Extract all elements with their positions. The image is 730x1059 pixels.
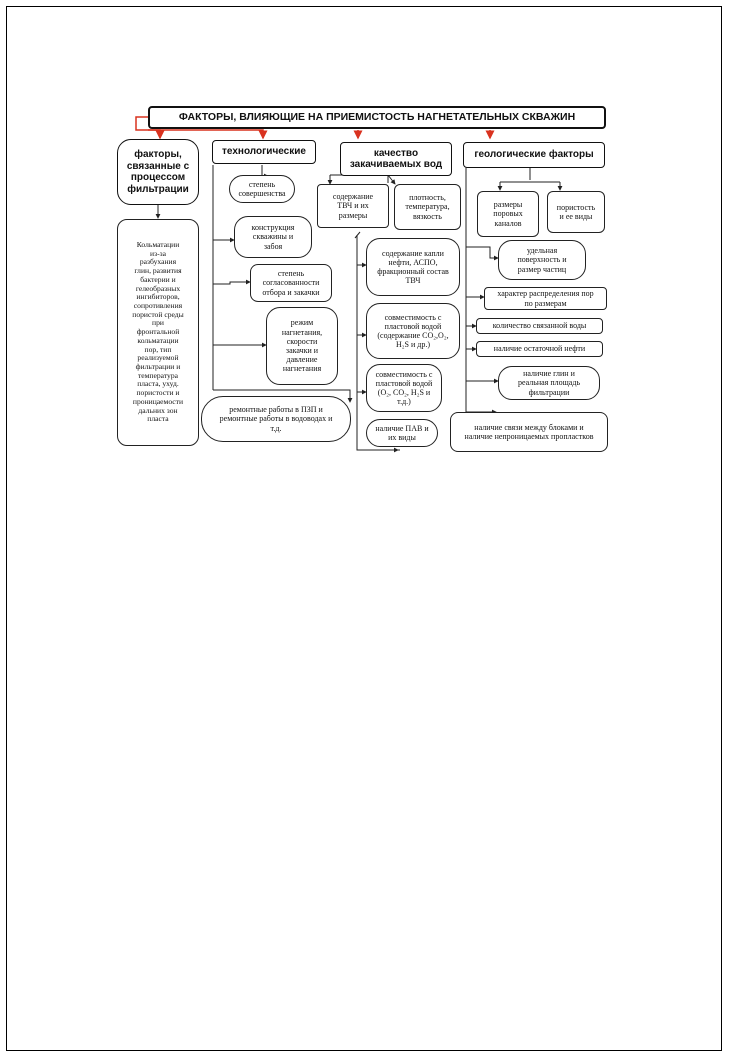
arrow-wq-top-2 [388, 175, 395, 184]
wq-top-item-1: содержание ТВЧ и их размеры [317, 184, 389, 228]
category-geological: геологические факторы [463, 142, 605, 168]
wq-top-branch [330, 175, 388, 183]
tech-item-1: степень совершенства [229, 175, 295, 203]
geo-item-5: наличие глин и реальная площадь фильтрации [498, 366, 600, 400]
tech-item-2: конструкция скважины и забоя [234, 216, 312, 258]
category-filtration: факторы, связанные с процессом фильтрации [117, 139, 199, 205]
filtration-detail: Кольматации из-за разбухания глин, развития бактерии и гелеобразных ингибиторов, сопротивления пористой среды при фронтальной кольматации пор, тип реализуемой фильтрации и температура пласта, ухуд. пористости и проницаемости дальних зон пласта [117, 219, 199, 446]
tech-item-5: ремонтные работы в ПЗП и ремонтные работы в водоводах и т.д. [201, 396, 351, 442]
category-technological: технологические [212, 140, 316, 164]
wq-item-4: наличие ПАВ и их виды [366, 419, 438, 447]
diagram-title: ФАКТОРЫ, ВЛИЯЮЩИЕ НА ПРИЕМИСТОСТЬ НАГНЕТАТЕЛЬНЫХ СКВАЖИН [148, 106, 606, 129]
geo-item-3: количество связанной воды [476, 318, 603, 334]
wq-top-item-2: плотность, температура, вязкость [394, 184, 461, 230]
tech-item-3: степень согласованности отбора и закачки [250, 264, 332, 302]
category-water-quality: качество закачиваемых вод [340, 142, 452, 176]
geo-item-2: характер распределения пор по размерам [484, 287, 607, 310]
wq-item-1: содержание капли нефти, АСПО, фракционный состав ТВЧ [366, 238, 460, 296]
arrow-geo-item-1 [466, 247, 498, 258]
wq-item-3: совместимость с пластовой водой (O₂, CO₂, H₂S и т.д.) [366, 364, 442, 412]
geo-top-branch [500, 168, 560, 182]
arrow-title-to-technological [148, 130, 263, 138]
geo-item-4: наличие остаточной нефти [476, 341, 603, 357]
geo-item-6: наличие связи между блоками и наличие непроницаемых пропластков [450, 412, 608, 452]
geo-top-item-1: размеры поровых каналов [477, 191, 539, 237]
arrow-tech-item-3 [213, 282, 250, 284]
geo-top-item-2: пористость и ее виды [547, 191, 605, 233]
tech-item-4: режим нагнетания, скорости закачки и давление нагнетания [266, 307, 338, 385]
wq-item-2: совместимость с пластовой водой (содержание CO₂,O₂, H₂S и др.) [366, 303, 460, 359]
geo-item-1: удельная поверхность и размер частиц [498, 240, 586, 280]
